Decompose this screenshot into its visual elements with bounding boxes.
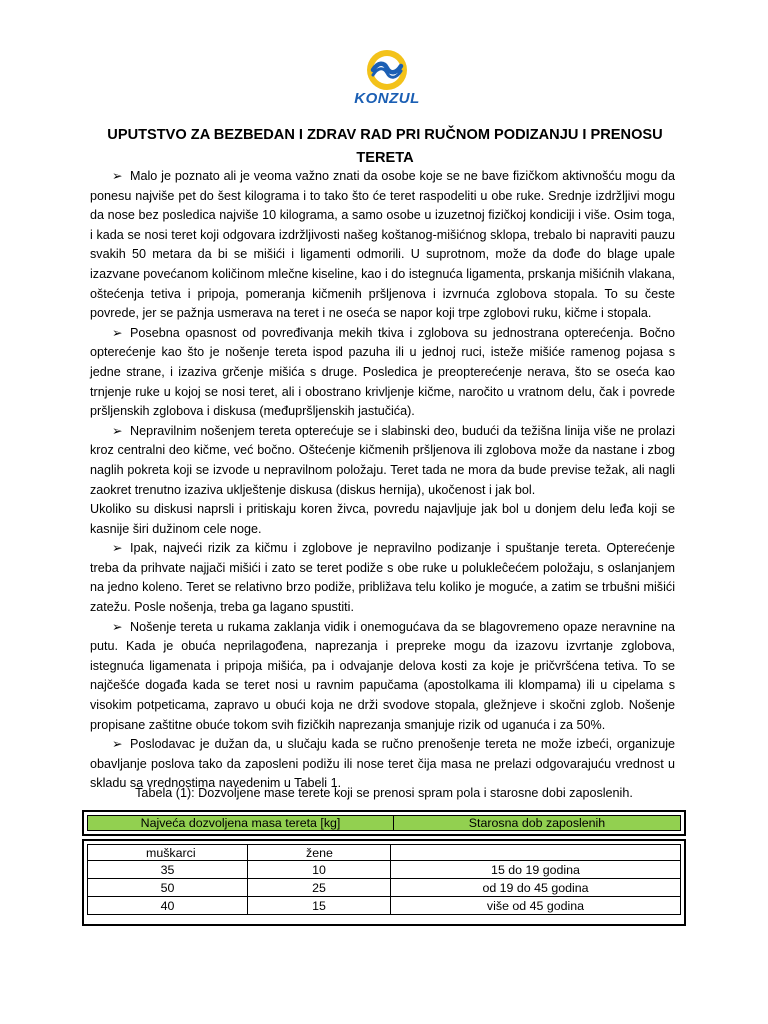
arrow-bullet-icon: ➢: [112, 169, 123, 183]
table-row: [88, 879, 681, 897]
table-cell: [391, 845, 681, 861]
arrow-bullet-icon: ➢: [112, 619, 123, 634]
arrow-bullet-icon: ➢: [112, 737, 123, 752]
paragraph-text: Ipak, najveći rizik za kičmu i zglobove je nepravilno podizanje i spuštanje tereta. Opterećenje treba da prihvate najjači mišići i zato se teret podiže s obe ruke u polukleĉećem položaju, s oslanjanjem na jedno koleno. Teret se relativno brzo podiže, približava telu koliko je moguće, a zatim se trbušni mišići zatežu. Posle nošenja, treba ga lagano spustiti.: [90, 541, 675, 615]
table-cell: 15 do 19 godina: [391, 861, 681, 879]
table-cell: 10: [248, 861, 391, 879]
table-header: [82, 810, 686, 836]
paragraph-text: Ukoliko su diskusi naprsli i pritiskaju koren živca, povredu najavljuje jak bol u donjem delu leđa koji se kasnije širi dužinom cele noge.: [90, 502, 675, 536]
header-cell-age: Starosna dob zaposlenih: [468, 816, 606, 830]
table-row: [88, 845, 681, 861]
paragraph-text: Nošenje tereta u rukama zaklanja vidik i onemogućava da se blagovremeno opaze neravnine na putu. Kada je obuća neprilagođena, naprezanja i prepreke mogu da izazovu izvrtanje zglobova, istegnuća ligamenata i pripoja mišića, pa i odvajanje delova kosti za koje je pričvršćena tetiva. To se najčešće događa kada se teret nosi u ravnim papučama (apostolkama ili klompama) ili u cipelama s visokim potpeticama, zapravo u obući koja ne drži svodove stopala, gležnjeve i skočni zglob. Nošenje propisane zaštitne obuće tokom svih fizičkih naprezanja smanjuje rizik od uganuća i za 50%.: [90, 619, 675, 732]
mass-limits-table: [82, 839, 686, 926]
table-row: [88, 897, 681, 915]
paragraph-text: Nepravilnim nošenjem tereta opterećuje se i slabinski deo, budući da težišna linija više ne prolazi kroz centralni deo kičme, već bočno. Oštećenje kičmenih pršljenova ili zglobova može da nastane i zbog naglih pokreta koji se izvode u nepravilnom položaju. Teret tada ne mora da bude previse težak, ali nagli zaokret trenutno izaziva uklještenje diskusa (diskus hernija), ukočenost i jak bol.: [90, 423, 675, 497]
arrow-bullet-icon: ➢: [112, 423, 123, 438]
paragraph: [90, 618, 675, 736]
table-cell: od 19 do 45 godina: [391, 879, 681, 897]
document-body: [90, 167, 675, 794]
table-cell: 25: [248, 879, 391, 897]
table-cell: 40: [88, 897, 248, 915]
table-cell: 35: [88, 861, 248, 879]
paragraph-text: Poslodavac je dužan da, u slučaju kada se ručno prenošenje tereta ne može izbeći, organizuje obavljanje poslova tako da zaposleni podižu ili nose teret čija masa ne prelazi odgovarajuću vrednost u skladu sa vrednostima navedenim u Tabeli 1.: [90, 737, 675, 791]
table-cell: 15: [248, 897, 391, 915]
table-row: [88, 861, 681, 879]
paragraph: [90, 539, 675, 617]
paragraph: [90, 422, 675, 500]
paragraph-text: Posebna opasnost od povređivanja mekih tkiva i zglobova su jednostrana opterećenja. Bočno opterećenje kao što je nošenje tereta ispod pazuha ili u jednoj ruci, isteže mišiće ramenog pojasa s jedne strane, i izaziva grčenje mišića s druge. Posledica je preopterećenje nerava, što se oseća kao trnjenje ruke u kojoj se nosi teret, ali i obostrano krivljenje kičme, naročito u vratnom delu, čak i povrede pršljenskih zglobova i diskusa (međupršljenskih jastučića).: [90, 325, 675, 419]
paragraph: [90, 324, 675, 422]
paragraph: [90, 167, 675, 324]
table-cell: žene: [248, 845, 391, 861]
table-cell: više od 45 godina: [391, 897, 681, 915]
logo-wordmark: KONZUL: [354, 90, 420, 107]
arrow-bullet-icon: ➢: [112, 325, 123, 340]
arrow-bullet-icon: ➢: [112, 541, 123, 556]
document-title: UPUTSTVO ZA BEZBEDAN I ZDRAV RAD PRI RUČNOM PODIZANJU I PRENOSU TERETA: [107, 127, 663, 166]
table-cell: 50: [88, 879, 248, 897]
header-cell-mass: Najveća dozvoljena masa tereta [kg]: [88, 816, 394, 830]
table-cell: muškarci: [88, 845, 248, 861]
table-caption: Tabela (1): Dozvoljene mase terete koji se prenosi spram pola i starosne dobi zaposlenih.: [135, 786, 633, 800]
paragraph-text: Malo je poznato ali je veoma važno znati da osobe koje se ne bave fizičkom aktivnošću mogu da ponesu najviše pet do šest kilograma i to tako što će teret raspodeliti u obe ruke. Srednje izdržljivi mogu da nose bez posledica najviše 10 kilograma, a samo osobe u izuzetnoj fizičkoj kondiciji i više. Osim toga, i kada se nosi teret koji odgovara izdržljivosti našeg koštanog-mišićnog sklopa, trebalo bi napraviti pauzu svakih 50 metara da bi se mišići i ligamenti odmorili. U suprotnom, može da dođe do blage upale izazvane povećanom količinom mlečne kiseline, kao i do istegnuća ligamenta, prskanja mišićnih vlakana, oštećenja tetiva i pripoja, pomeranja kičmenih pršljenova i izvrnuća zglobova stopala. To su česte povrede, jer se pažnja usmerava na teret i ne oseća se napor koji trpe zglobovi ruku, kičme i stopala.: [90, 169, 675, 321]
paragraph: [90, 500, 675, 539]
